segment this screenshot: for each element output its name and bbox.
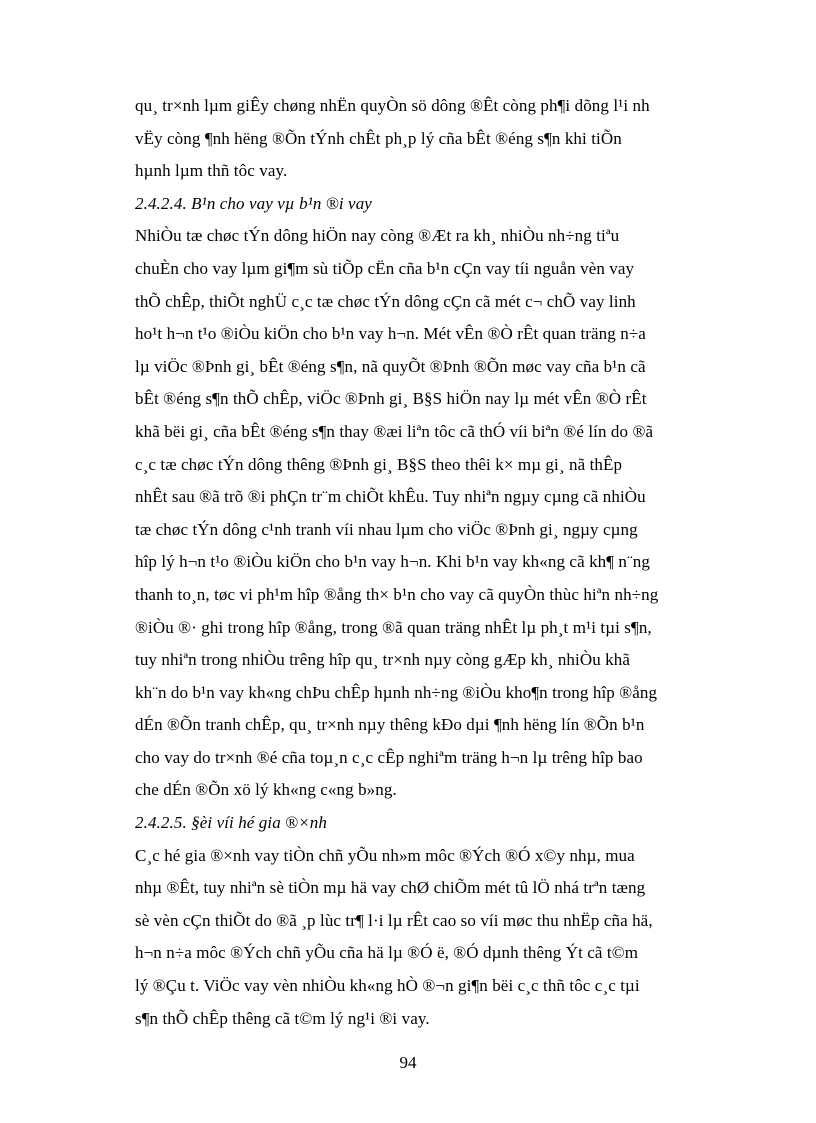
text-line: thÕ chÊp, thiÕt nghÜ c¸c tæ chøc tÝn dông cÇn cã mét c¬ chÕ vay linh — [135, 291, 636, 311]
text-line: sè vèn cÇn thiÕt do ®ã ¸p lùc tr¶ l·i lµ rÊt cao so víi møc thu nhËp cña hä, — [135, 910, 653, 930]
text-line: cho vay do tr×nh ®é cña toµ¸n c¸c cÊp nghiªm träng h¬n lµ trêng hîp bao — [135, 747, 643, 767]
text-line: dÉn ®Õn tranh chÊp, qu¸ tr×nh nµy thêng kÐo dµi ¶nh hëng lín ®Õn b¹n — [135, 715, 645, 735]
text-line: vËy còng ¶nh hëng ®Õn tÝnh chÊt ph¸p lý cña bÊt ®éng s¶n khi tiÕn — [135, 128, 622, 148]
text-line: khã bëi gi¸ cña bÊt ®éng s¶n thay ®æi liªn tôc cã thÓ víi biªn ®é lín do ®ã — [135, 421, 654, 441]
text-line: C¸c hé gia ®×nh vay tiÒn chñ yÕu nh»m môc ®Ých ®Ó x©y nhµ, mua — [135, 845, 635, 865]
text-line: NhiÒu tæ chøc tÝn dông hiÖn nay còng ®Æt ra kh¸ nhiÒu nh÷ng tiªu — [135, 226, 620, 246]
text-line: ®iÒu ®· ghi trong hîp ®ång, trong ®ã quan träng nhÊt lµ ph¸t m¹i tµi s¶n, — [135, 617, 652, 637]
text-line: bÊt ®éng s¶n thÕ chÊp, viÖc ®Þnh gi¸ B§S hiÖn nay lµ mét vÊn ®Ò rÊt — [135, 389, 647, 409]
text-line: thanh to¸n, tøc vi ph¹m hîp ®ång th× b¹n cho vay cã quyÒn thùc hiªn nh÷ng — [135, 584, 659, 604]
text-line: kh¨n do b¹n vay kh«ng chÞu chÊp hµnh nh÷ng ®iÒu kho¶n trong hîp ®ång — [135, 682, 658, 702]
text-line: nhÊt sau ®ã trõ ®i phÇn tr¨m chiÕt khÊu. Tuy nhiªn ngµy cµng cã nhiÒu — [135, 487, 646, 507]
text-line: hîp lý h¬n t¹o ®iÒu kiÖn cho b¹n vay h¬n. Khi b¹n vay kh«ng cã kh¶ n¨ng — [135, 552, 650, 572]
text-line: h¬n n÷a môc ®Ých chñ yÕu cña hä lµ ®Ó ë, ®Ó dµnh thêng Ýt cã t©m — [135, 943, 639, 963]
text-line: lµ viÖc ®Þnh gi¸ bÊt ®éng s¶n, nã quyÕt ®Þnh ®Õn møc vay cña b¹n cã — [135, 356, 646, 376]
text-line: tuy nhiªn trong nhiÒu trêng hîp qu¸ tr×nh nµy còng gÆp kh¸ nhiÒu khã — [135, 650, 631, 670]
section-heading: 2.4.2.4. B¹n cho vay vµ b¹n ®i vay — [135, 193, 372, 213]
text-line: che dÉn ®Õn xö lý kh«ng c«ng b»ng. — [135, 780, 397, 800]
text-line: hµnh lµm thñ tôc vay. — [135, 161, 288, 181]
text-line: c¸c tæ chøc tÝn dông thêng ®Þnh gi¸ B§S theo thêi k× mµ gi¸ nã thÊp — [135, 454, 623, 474]
section-heading: 2.4.2.5. §èi víi hé gia ®×nh — [135, 813, 327, 833]
text-line: qu¸ tr×nh lµm giÊy chøng nhËn quyÒn sö dông ®Êt còng ph¶i dõng l¹i nh — [135, 96, 650, 115]
document-body — [135, 90, 718, 1035]
text-line: lý ®Çu t. ViÖc vay vèn nhiÒu kh«ng hÒ ®¬n gi¶n bëi c¸c thñ tôc c¸c tµi — [135, 976, 640, 996]
page-number: 94 — [399, 1053, 417, 1072]
text-line: ho¹t h¬n t¹o ®iÒu kiÖn cho b¹n vay h¬n. Mét vÊn ®Ò rÊt quan träng n÷a — [135, 324, 646, 344]
text-line: tæ chøc tÝn dông c¹nh tranh víi nhau lµm cho viÖc ®Þnh gi¸ ngµy cµng — [135, 519, 638, 539]
text-line: s¶n thÕ chÊp thêng cã t©m lý ng¹i ®i vay. — [135, 1008, 430, 1028]
text-line: chuÈn cho vay lµm gi¶m sù tiÕp cËn cña b¹n cÇn vay tíi nguån vèn vay — [135, 258, 635, 278]
text-line: nhµ ®Êt, tuy nhiªn sè tiÒn mµ hä vay chØ chiÕm mét tû lÖ nhá trªn tæng — [135, 878, 646, 898]
